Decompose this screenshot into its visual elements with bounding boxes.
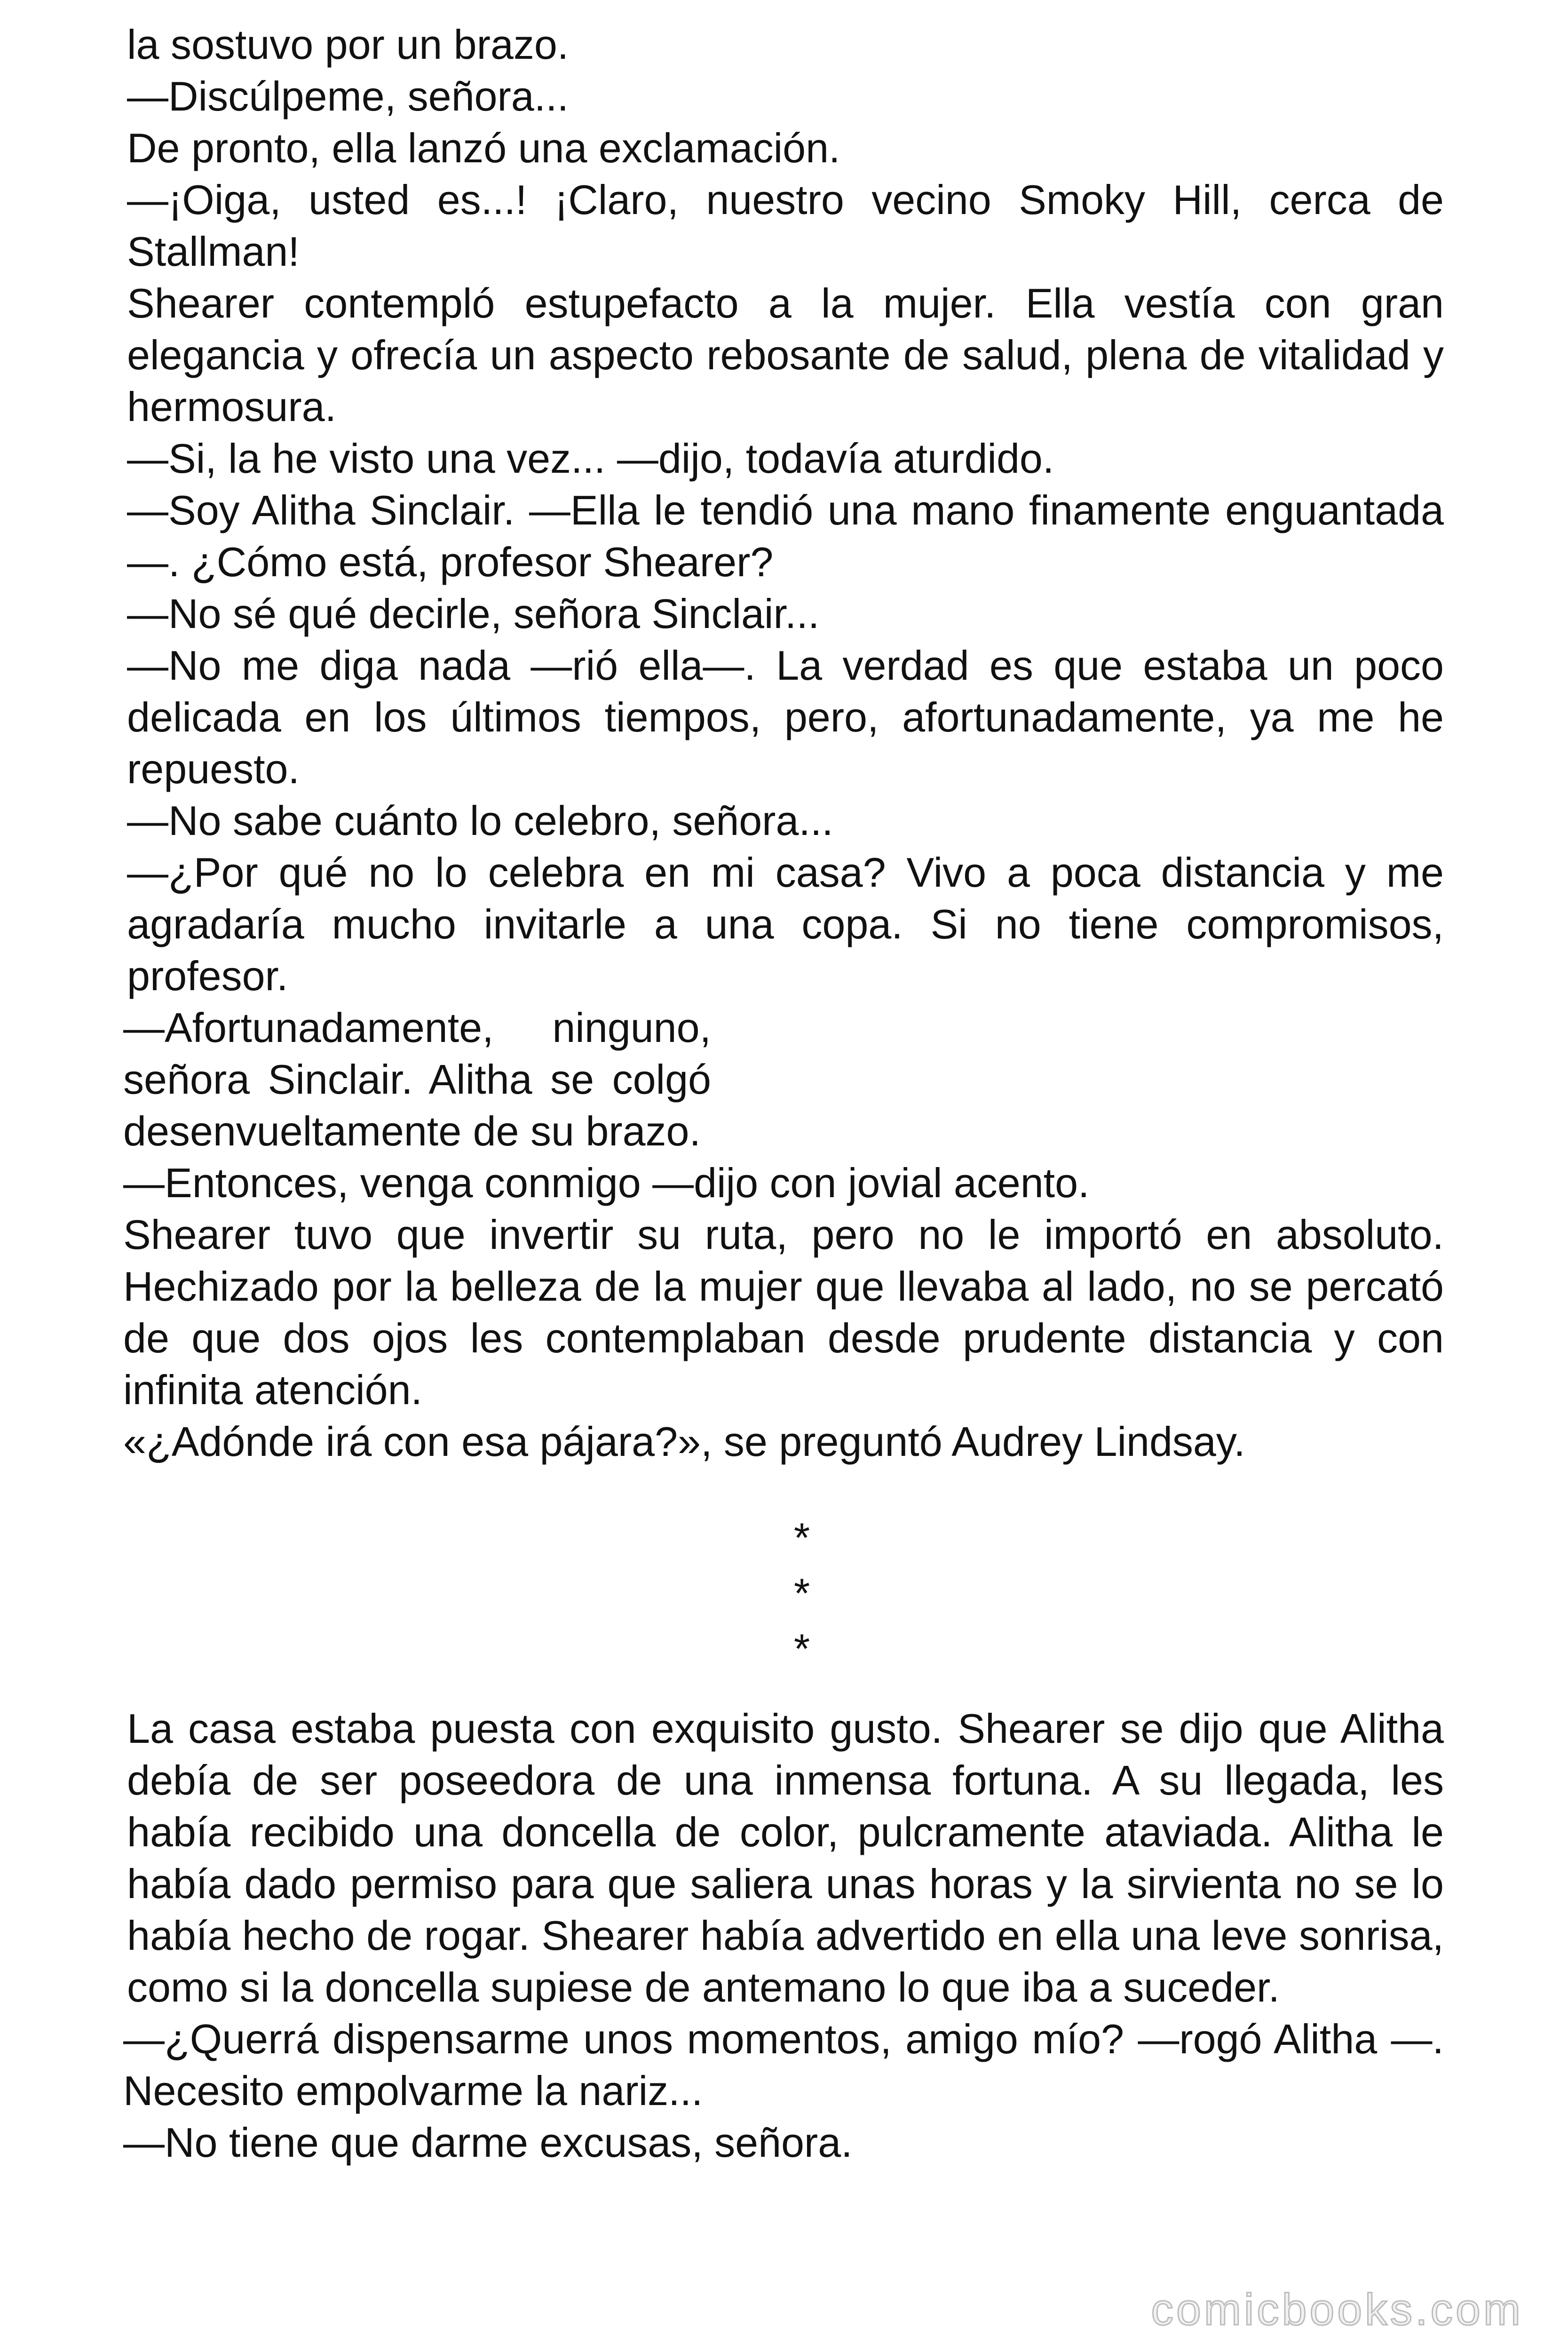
- paragraph: De pronto, ella lanzó una exclamación.: [127, 125, 840, 171]
- narrow-paragraph: —Afortunadamente, ninguno, señora Sinclair. Alitha se colgó desenvueltamente de su brazo.: [123, 1004, 711, 1154]
- paragraph: —No tiene que darme excusas, señora.: [123, 2119, 853, 2166]
- document-page: [123, 19, 1444, 2169]
- separator-asterisk: *: [793, 1514, 810, 1561]
- paragraph: —¿Por qué no lo celebra en mi casa? Vivo a poca distancia y me agradaría mucho invitarle a una copa. Si no tiene compromisos, profesor.: [127, 849, 1444, 999]
- section-separator: [127, 1468, 1444, 1703]
- paragraph: —No sé qué decirle, señora Sinclair...: [127, 590, 820, 637]
- watermark-logo: comicbooks.com: [1151, 2285, 1523, 2335]
- paragraph: La casa estaba puesta con exquisito gusto. Shearer se dijo que Alitha debía de ser poseedora de una inmensa fortuna. A su llegada, les había recibido una doncella de color, pulcramente ataviada. Alitha le había dado permiso para que saliera unas horas y la sirvienta no se lo había hecho de rogar. Shearer había advertido en ella una leve sonrisa, como si la doncella supiese de antemano lo que iba a suceder.: [127, 1705, 1444, 2010]
- paragraph: —Discúlpeme, señora...: [127, 73, 569, 119]
- paragraph: —Entonces, venga conmigo —dijo con jovial acento.: [123, 1160, 1090, 1206]
- paragraph: la sostuvo por un brazo.: [127, 21, 569, 68]
- paragraph: «¿Adónde irá con esa pájara?», se preguntó Audrey Lindsay.: [123, 1418, 1245, 1465]
- paragraph: —No me diga nada —rió ella—. La verdad es que estaba un poco delicada en los últimos tiempos, pero, afortunadamente, ya me he repuesto.: [127, 642, 1444, 792]
- paragraph: Shearer tuvo que invertir su ruta, pero no le importó en absoluto. Hechizado por la belleza de la mujer que llevaba al lado, no se percató de que dos ojos les contemplaban desde prudente distancia y con infinita atención.: [123, 1211, 1444, 1413]
- paragraph: —Si, la he visto una vez... —dijo, todavía aturdido.: [127, 435, 1054, 482]
- paragraph: —¿Querrá dispensarme unos momentos, amigo mío? —rogó Alitha —. Necesito empolvarme la nariz...: [123, 2016, 1444, 2114]
- separator-asterisk: *: [793, 1625, 810, 1672]
- paragraph: Shearer contempló estupefacto a la mujer. Ella vestía con gran elegancia y ofrecía un aspecto rebosante de salud, plena de vitalidad y hermosura.: [127, 280, 1444, 430]
- paragraph: —¡Oiga, usted es...! ¡Claro, nuestro vecino Smoky Hill, cerca de Stallman!: [127, 176, 1444, 275]
- paragraph: —Soy Alitha Sinclair. —Ella le tendió una mano finamente enguantada—. ¿Cómo está, profesor Shearer?: [127, 487, 1444, 585]
- separator-asterisk: *: [793, 1570, 810, 1616]
- paragraph: —No sabe cuánto lo celebro, señora...: [127, 797, 833, 844]
